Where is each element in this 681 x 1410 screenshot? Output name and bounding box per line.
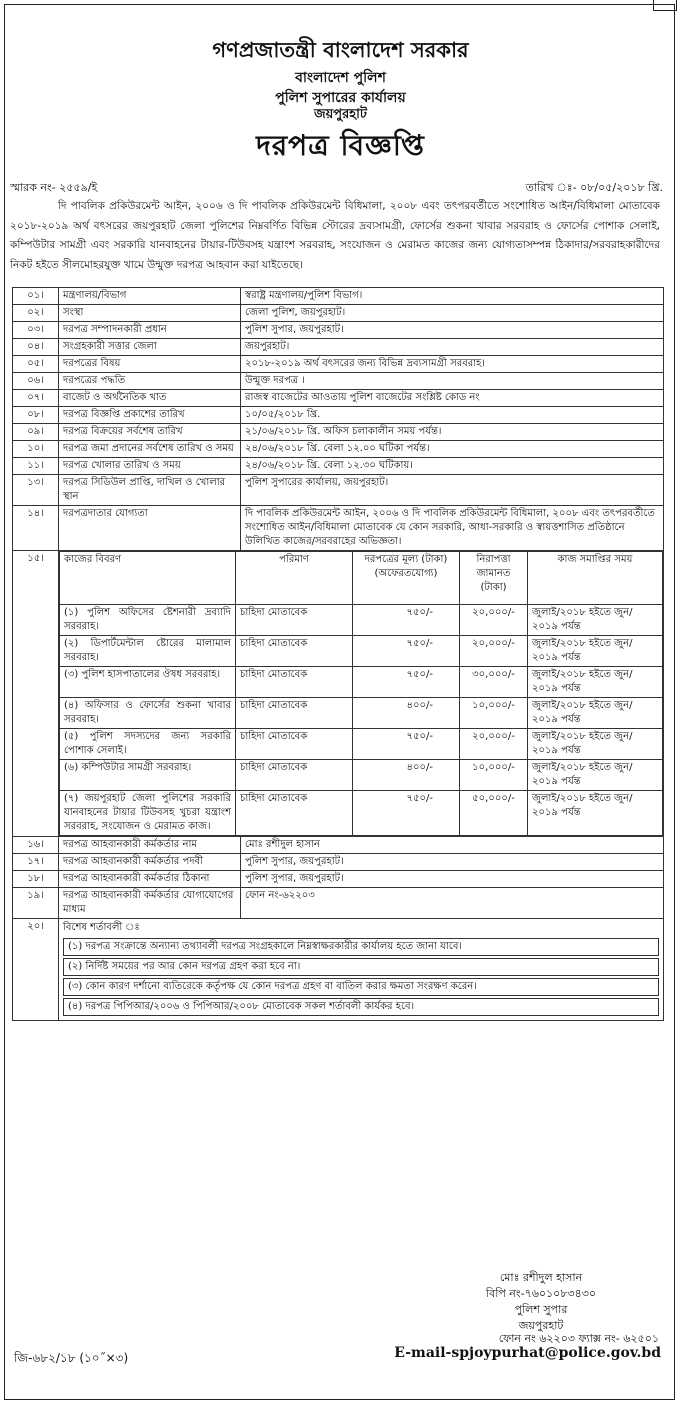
conditions-list: [63, 938, 659, 1016]
row-value: ২১/০৬/২০১৮ খ্রি. অফিস চলাকালীন সময় পর্যন্ত।: [241, 424, 664, 441]
work-item-security: ৫০,০০০/-: [460, 791, 528, 836]
row-number: ০৮।: [13, 407, 59, 424]
work-item-price: ৭৫০/-: [353, 636, 460, 667]
work-item-price: ৭৫০/-: [353, 791, 460, 836]
header-tender-price: দরপত্রের মূল্য (টাকা) (অফেরতযোগ্য): [353, 552, 460, 605]
table-row: [13, 458, 664, 475]
work-item-qty: চাহিদা মোতাবেক: [236, 636, 353, 667]
condition-item: (৩) কোন কারণ দর্শানো ব্যতিরেকে কর্তৃপক্ষ যে কোন দরপত্র গ্রহণ বা বাতিল করার ক্ষমতা সংরক্ষণ করেন।: [63, 978, 659, 996]
row-number: ১৩।: [13, 475, 59, 506]
row-value: পুলিশ সুপার, জয়পুরহাট।: [241, 854, 664, 871]
table-row: [13, 888, 664, 919]
row-label: দরপত্র জমা প্রদানের সর্বশেষ তারিখ ও সময়: [59, 441, 241, 458]
work-description-row: [13, 551, 664, 837]
header-quantity: পরিমাণ: [236, 552, 353, 605]
work-item-row: [60, 729, 663, 760]
row-value: উন্মুক্ত দরপত্র ।: [241, 373, 664, 390]
table-row: [13, 854, 664, 871]
row-number: ১৫।: [13, 551, 59, 837]
row-number: ০৭।: [13, 390, 59, 407]
table-row: [13, 871, 664, 888]
row-number: ১৮।: [13, 871, 59, 888]
row-number: ১৪।: [13, 506, 59, 551]
table-row: [13, 305, 664, 322]
row-number: ০৩।: [13, 322, 59, 339]
work-item-desc: (৩) পুলিশ হাসপাতালের ঔষধ সরবরাহ।: [60, 667, 236, 698]
signatory-bp: বিপি নং-৭৬০১০৮৩৪৩০: [485, 1287, 597, 1300]
work-item-row: [60, 605, 663, 636]
row-label: বাজেট ও অর্থনৈতিক খাত: [59, 390, 241, 407]
work-item-desc: (১) পুলিশ অফিসের ষ্টেশনারী দ্রব্যাদি সরবরাহ।: [60, 605, 236, 636]
work-item-time: জুলাই/২০১৮ হইতে জুন/২০১৯ পর্যন্ত: [528, 791, 663, 836]
work-item-price: ৪০০/-: [353, 760, 460, 791]
work-item-security: ২০,০০০/-: [460, 636, 528, 667]
row-value: জেলা পুলিশ, জয়পুরহাট।: [241, 305, 664, 322]
table-row: [13, 407, 664, 424]
table-row: [13, 356, 664, 373]
table-row: [13, 837, 664, 854]
table-row: [13, 441, 664, 458]
row-number: ১৬।: [13, 837, 59, 854]
work-label: কাজের বিবরণ: [60, 552, 236, 605]
work-item-row: [60, 791, 663, 836]
row-number: ১১।: [13, 458, 59, 475]
row-label: দরপত্র আহবানকারী কর্মকর্তার যোগাযোগের মাধ্যম: [59, 888, 241, 919]
work-item-desc: (৪) অফিসার ও ফোর্সের শুকনা খাবার সরবরাহ।: [60, 698, 236, 729]
table-row: [13, 475, 664, 506]
row-label: দরপত্র সম্পাদনকারী প্রধান: [59, 322, 241, 339]
header-security: নিরাপত্তা জামানত (টাকা): [460, 552, 528, 605]
row-label: দরপত্র আহবানকারী কর্মকর্তার পদবী: [59, 854, 241, 871]
row-value: জয়পুরহাট।: [241, 339, 664, 356]
tender-details-table: [12, 287, 664, 1021]
work-item-price: ৪০০/-: [353, 698, 460, 729]
row-number: ০২।: [13, 305, 59, 322]
intro-paragraph: দি পাবলিক প্রকিউরমেন্ট আইন, ২০০৬ ও দি পাবলিক প্রকিউরমেন্ট বিধিমালা, ২০০৮ এবং তৎপরবর্তীতে সংশোধিত আইন/বিধিমালা মোতাবেক ২০১৮-২০১৯ অর্থ বৎসরের জয়পুরহাট জেলা পুলিশের নিম্নবর্ণিত বিভিন্ন স্টোরের দ্রব্যসামগ্রী, ফোর্সের শুকনা খাবার সরবরাহ ও ফোর্সের পোশাক সেলাই, কম্পিউটার সামগ্রী এবং সরকারি যানবাহনের টায়ার-টিউবসহ যন্ত্রাংশ সরবরাহ, সংযোজন ও মেরামত কাজের জন্য যোগ্যতাসম্পন্ন ঠিকাদার/সরবরাহকারীদের নিকট হইতে সীলমোহরযুক্ত খামে উন্মুক্ত দরপত্র আহবান করা যাইতেছে।: [10, 200, 660, 271]
government-name: গণপ্রজাতন্ত্রী বাংলাদেশ সরকার: [212, 38, 469, 62]
row-number: ২০।: [13, 919, 59, 1021]
work-item-time: জুলাই/২০১৮ হইতে জুন/২০১৯ পর্যন্ত: [528, 667, 663, 698]
row-value: ১০/০৫/২০১৮ খ্রি.: [241, 407, 664, 424]
work-item-desc: (৬) কম্পিউটার সামগ্রী সরবরাহ।: [60, 760, 236, 791]
work-item-security: ১০,০০০/-: [460, 698, 528, 729]
row-label: মন্ত্রণালয়/বিভাগ: [59, 288, 241, 305]
signatory-designation: পুলিশ সুপার: [514, 1303, 568, 1316]
side-margin-mark: [0, 1290, 8, 1370]
table-row: [13, 424, 664, 441]
work-item-security: ২০,০০০/-: [460, 605, 528, 636]
notice-title: দরপত্র বিজ্ঞপ্তি: [256, 129, 425, 162]
table-row: [13, 373, 664, 390]
row-value: মোঃ রশীদুল হাসান: [241, 837, 664, 854]
department-name: বাংলাদেশ পুলিশ: [295, 70, 386, 86]
condition-item: (১) দরপত্র সংক্রান্তে অন্যান্য তথ্যাবলী দরপত্র সংগ্রহকালে নিম্নস্বাক্ষরকারীর কার্যালয় হতে জানা যাবে।: [63, 938, 659, 956]
work-item-qty: চাহিদা মোতাবেক: [236, 760, 353, 791]
row-value: স্বরাষ্ট্র মন্ত্রণালয়/পুলিশ বিভাগ।: [241, 288, 664, 305]
conditions-row: [13, 919, 664, 1021]
work-item-price: ৭৫০/-: [353, 605, 460, 636]
condition-item: (৪) দরপত্র পিপিআর/২০০৬ ও পিপিআর/২০০৮ মোতাবেক সকল শর্তাবলী কার্যকর হবে।: [63, 998, 659, 1016]
signatory-name: মোঃ রশীদুল হাসান: [499, 1271, 583, 1284]
work-item-qty: চাহিদা মোতাবেক: [236, 667, 353, 698]
work-item-security: ৩০,০০০/-: [460, 667, 528, 698]
work-item-time: জুলাই/২০১৮ হইতে জুন/২০১৯ পর্যন্ত: [528, 729, 663, 760]
row-label: দরপত্রদাতার যোগ্যতা: [59, 506, 241, 551]
row-label: দরপত্র আহবানকারী কর্মকর্তার ঠিকানা: [59, 871, 241, 888]
row-value: ফোন নং-৬২২০৩: [241, 888, 664, 919]
row-value: রাজস্ব বাজেটের আওতায় পুলিশ বাজেটের সংশ্লিষ্ট কোড নং: [241, 390, 664, 407]
signature-block: [446, 1270, 636, 1334]
work-item-price: ৭৫০/-: [353, 667, 460, 698]
row-label: দরপত্রের বিষয়: [59, 356, 241, 373]
work-item-row: [60, 667, 663, 698]
work-item-qty: চাহিদা মোতাবেক: [236, 698, 353, 729]
work-item-qty: চাহিদা মোতাবেক: [236, 605, 353, 636]
row-number: ০৫।: [13, 356, 59, 373]
table-row: [13, 390, 664, 407]
work-item-row: [60, 636, 663, 667]
work-item-row: [60, 760, 663, 791]
row-label: দরপত্র বিজ্ঞপ্তি প্রকাশের তারিখ: [59, 407, 241, 424]
row-number: ০৬।: [13, 373, 59, 390]
row-label: দরপত্র বিক্রয়ের সর্বশেষ তারিখ: [59, 424, 241, 441]
office-name: পুলিশ সুপারের কার্যালয়: [275, 90, 406, 106]
memo-number: স্মারক নং- ২৫৫৯/ই: [10, 181, 98, 194]
work-item-desc: (২) ডিপার্টমেন্টাল ষ্টোরের মালামাল সরবরাহ।: [60, 636, 236, 667]
work-item-security: ১০,০০০/-: [460, 760, 528, 791]
notice-date: তারিখ ঃ- ০৮/০৫/২০১৮ খ্রি.: [525, 181, 663, 194]
corner-box: [653, 0, 677, 11]
table-row: [13, 322, 664, 339]
signatory-phone: ফোন নং ৬২২০৩ ফ্যাক্স নং- ৬২৫০১: [498, 1332, 659, 1345]
row-number: ১৭।: [13, 854, 59, 871]
conditions-title: বিশেষ শর্তাবলী ঃ: [63, 922, 140, 933]
signatory-place: জয়পুরহাট: [518, 1319, 564, 1332]
row-label: সংস্থা: [59, 305, 241, 322]
row-label: সংগ্রহকারী সত্তার জেলা: [59, 339, 241, 356]
work-items-table: [59, 551, 663, 836]
row-number: ০১।: [13, 288, 59, 305]
row-label: দরপত্র সিডিউল প্রাপ্তি, দাখিল ও খোলার স্থান: [59, 475, 241, 506]
header-completion: কাজ সমাপ্তির সময়: [528, 552, 663, 605]
row-value: পুলিশ সুপারের কার্যালয়, জয়পুরহাট।: [241, 475, 664, 506]
row-value: পুলিশ সুপার, জয়পুরহাট।: [241, 322, 664, 339]
row-value: পুলিশ সুপার, জয়পুরহাট।: [241, 871, 664, 888]
row-label: দরপত্র আহবানকারী কর্মকর্তার নাম: [59, 837, 241, 854]
work-item-row: [60, 698, 663, 729]
print-code: জি-৬৮২/১৮ (১০˝×৩): [14, 1351, 129, 1365]
table-row: [13, 339, 664, 356]
work-item-desc: (৫) পুলিশ সদস্যদের জন্য সরকারি পোশাক সেলাই।: [60, 729, 236, 760]
row-number: ০৪।: [13, 339, 59, 356]
row-value: ২৪/০৬/২০১৮ খ্রি. বেলা ১২.০০ ঘটিকা পর্যন্ত।: [241, 441, 664, 458]
row-value: ২০১৮-২০১৯ অর্থ বৎসরের জন্য বিভিন্ন দ্রব্যসামগ্রী সরবরাহ।: [241, 356, 664, 373]
row-label: দরপত্রের পদ্ধতি: [59, 373, 241, 390]
work-item-qty: চাহিদা মোতাবেক: [236, 729, 353, 760]
row-number: ১৯।: [13, 888, 59, 919]
work-item-security: ২০,০০০/-: [460, 729, 528, 760]
work-header-row: [60, 552, 663, 605]
work-item-qty: চাহিদা মোতাবেক: [236, 791, 353, 836]
contact-email[interactable]: E-mail-spjoypurhat@police.gov.bd: [394, 1345, 661, 1361]
table-row: [13, 506, 664, 551]
row-value: দি পাবলিক প্রকিউরমেন্ট আইন, ২০০৬ ও দি পাবলিক প্রকিউরমেন্ট বিধিমালা, ২০০৮ এবং তৎপরবর্তীতে সংশোধিত আইন/বিধিমালা মোতাবেক যে কোন সরকারি, আধা-সরকারি ও স্বায়ত্তশাসিত প্রতিষ্ঠানে উলিখিত কাজের/সরবরাহের অভিজ্ঞতা।: [241, 506, 664, 551]
row-label: দরপত্র খোলার তারিখ ও সময়: [59, 458, 241, 475]
work-item-time: জুলাই/২০১৮ হইতে জুন/২০১৯ পর্যন্ত: [528, 605, 663, 636]
work-item-time: জুলাই/২০১৮ হইতে জুন/২০১৯ পর্যন্ত: [528, 698, 663, 729]
row-value: ২৪/০৬/২০১৮ খ্রি. বেলা ১২.৩০ ঘটিকায়।: [241, 458, 664, 475]
work-item-price: ৭৫০/-: [353, 729, 460, 760]
work-item-time: জুলাই/২০১৮ হইতে জুন/২০১৯ পর্যন্ত: [528, 636, 663, 667]
row-number: ১০।: [13, 441, 59, 458]
table-row: [13, 288, 664, 305]
office-location: জয়পুরহাট: [314, 107, 367, 122]
row-number: ০৯।: [13, 424, 59, 441]
condition-item: (২) নির্দিষ্ট সময়ের পর আর কোন দরপত্র গ্রহণ করা হবে না।: [63, 958, 659, 976]
work-item-time: জুলাই/২০১৮ হইতে জুন/২০১৯ পর্যন্ত: [528, 760, 663, 791]
work-item-desc: (৭) জয়পুরহাট জেলা পুলিশের সরকারি যানবাহনের টায়ার টিউবসহ খুচরা যন্ত্রাংশ সরবরাহ, সংযোজন ও মেরামত কাজ।: [60, 791, 236, 836]
